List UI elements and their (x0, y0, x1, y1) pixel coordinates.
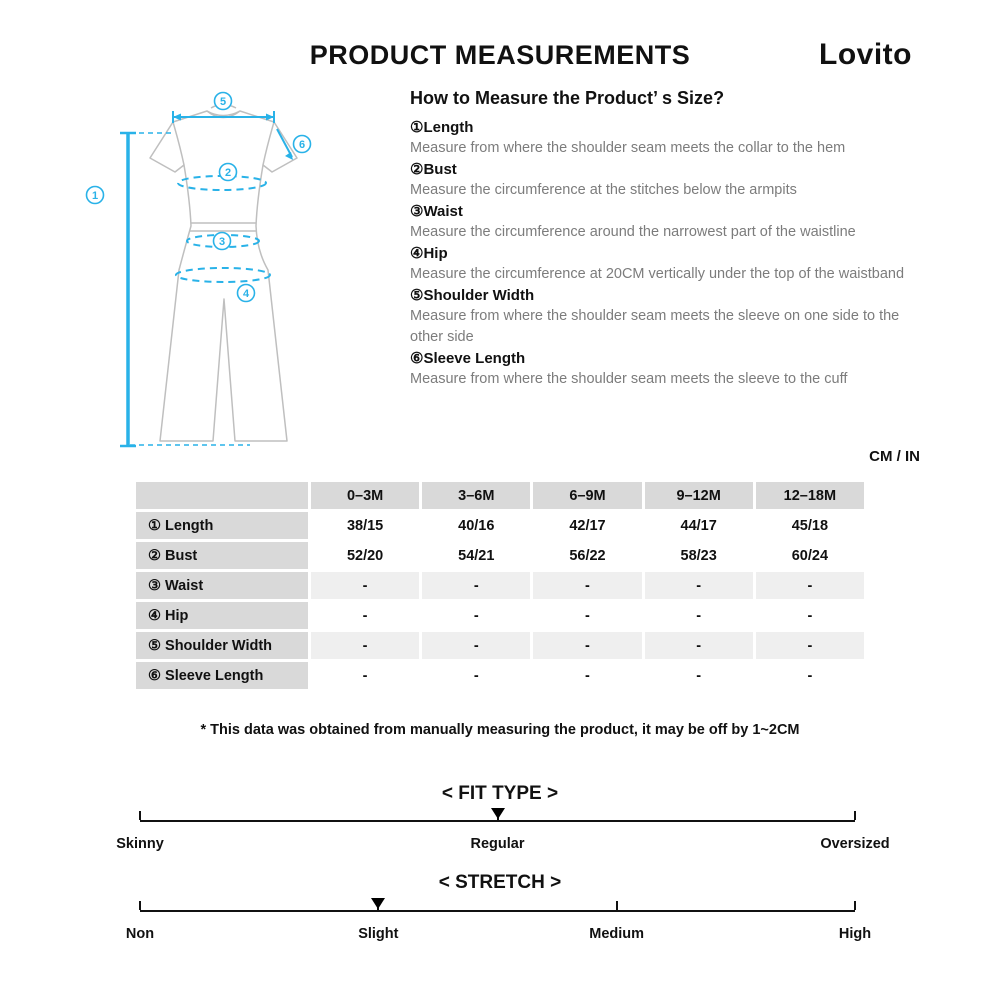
units-label: CM / IN (869, 448, 920, 465)
scale-tick (139, 811, 141, 820)
stretch-scale-labels (125, 926, 872, 946)
measurement-value: 44/17 (645, 512, 753, 539)
measurement-row-label: ① Length (136, 512, 308, 539)
scale-option-label: Medium (589, 926, 645, 942)
brand-logo: Lovito (819, 38, 912, 71)
scale-marker (491, 808, 505, 819)
measurement-row-label: ⑥ Sleeve Length (136, 662, 308, 689)
size-column-header: 12–18M (756, 482, 864, 509)
howto-item (410, 243, 918, 285)
measurement-value: 38/15 (311, 512, 419, 539)
fit-type-scale-labels (116, 836, 890, 856)
measurement-value: - (422, 662, 530, 689)
badge-1: 1 (91, 190, 99, 202)
measurement-value: - (311, 662, 419, 689)
fit-type-heading: < FIT TYPE > (441, 783, 559, 804)
scale-tick (616, 901, 618, 910)
measurement-value: - (311, 572, 419, 599)
measurement-value: 56/22 (533, 542, 641, 569)
fit-type-scale (116, 800, 890, 856)
measure-step-description: Measure the circumference at 20CM vertically under the top of the waistband (410, 266, 905, 282)
measure-step-description: Measure the circumference at the stitches below the armpits (410, 182, 797, 198)
scale-tick (139, 901, 141, 910)
measurement-row-label: ④ Hip (136, 602, 308, 629)
measurement-row-label: ⑤ Shoulder Width (136, 632, 308, 659)
badge-6: 6 (298, 139, 306, 151)
howto-section (410, 88, 918, 390)
measurement-value: 42/17 (533, 512, 641, 539)
measurement-value: - (533, 632, 641, 659)
measurement-value: - (756, 602, 864, 629)
size-table-row (136, 512, 864, 539)
size-table-head-row (136, 482, 864, 509)
badge-3: 3 (218, 236, 226, 248)
measure-step-description: Measure from where the shoulder seam meets the sleeve to the cuff (410, 371, 848, 387)
measurement-row-label: ③ Waist (136, 572, 308, 599)
measurement-value: 58/23 (645, 542, 753, 569)
measurement-value: - (756, 632, 864, 659)
measurement-value: - (311, 602, 419, 629)
scale-option-label: Skinny (116, 836, 164, 852)
howto-heading: How to Measure the Product’ s Size? (410, 88, 725, 108)
scale-option-label: Slight (358, 926, 399, 942)
measurement-value: - (533, 602, 641, 629)
howto-item (410, 285, 918, 348)
measurement-value: - (645, 662, 753, 689)
corner-cell (136, 482, 308, 509)
measurement-value: - (645, 572, 753, 599)
measurement-value: - (311, 632, 419, 659)
howto-list (410, 117, 918, 390)
size-column-header: 6–9M (533, 482, 641, 509)
stretch-scale-line (140, 890, 855, 912)
stretch-heading: < STRETCH > (438, 872, 562, 893)
measurement-row-label: ② Bust (136, 542, 308, 569)
measurement-value: - (756, 662, 864, 689)
measure-step-label: ⑤Shoulder Width (410, 287, 535, 304)
stretch-scale (125, 890, 872, 946)
measurement-value: 60/24 (756, 542, 864, 569)
measurement-value: - (645, 632, 753, 659)
badge-2: 2 (224, 167, 232, 179)
garment-outline (150, 105, 297, 442)
measure-step-description: Measure from where the shoulder seam meets the collar to the hem (410, 140, 846, 156)
size-table-row (136, 632, 864, 659)
page-title: PRODUCT MEASUREMENTS (309, 40, 691, 70)
scale-option-label: Oversized (820, 836, 890, 852)
measurement-value: 40/16 (422, 512, 530, 539)
size-table (133, 479, 867, 692)
howto-item (410, 201, 918, 243)
measure-step-description: Measure from where the shoulder seam meets the sleeve on one side to the other side (410, 308, 900, 345)
measurement-value: - (422, 572, 530, 599)
howto-item (410, 117, 918, 159)
measurement-value: - (645, 602, 753, 629)
size-table-row (136, 662, 864, 689)
badge-4: 4 (242, 288, 250, 300)
scale-marker (371, 898, 385, 909)
measure-step-label: ④Hip (410, 245, 448, 262)
measurement-value: - (422, 602, 530, 629)
garment-measurement-diagram (80, 86, 320, 464)
size-table-row (136, 572, 864, 599)
fit-type-scale-line (140, 800, 855, 822)
size-table-body (136, 512, 864, 689)
measurement-value: 54/21 (422, 542, 530, 569)
scale-option-label: High (838, 926, 872, 942)
size-column-header: 0–3M (311, 482, 419, 509)
howto-item (410, 159, 918, 201)
howto-item (410, 348, 918, 390)
scale-option-label: Non (125, 926, 155, 942)
measurement-value: - (533, 662, 641, 689)
measurement-value: - (533, 572, 641, 599)
scale-tick (854, 811, 856, 820)
measurement-value: 45/18 (756, 512, 864, 539)
measurement-value: 52/20 (311, 542, 419, 569)
footnote: * This data was obtained from manually measuring the product, it may be off by 1~2CM (200, 722, 800, 738)
scale-option-label: Regular (470, 836, 525, 852)
badge-5: 5 (219, 96, 227, 108)
scale-tick (854, 901, 856, 910)
measure-step-label: ①Length (410, 119, 474, 136)
measure-step-label: ⑥Sleeve Length (410, 350, 526, 367)
measurement-value: - (422, 632, 530, 659)
measure-step-label: ③Waist (410, 203, 463, 220)
size-column-header: 3–6M (422, 482, 530, 509)
size-table-row (136, 602, 864, 629)
measure-step-description: Measure the circumference around the narrowest part of the waistline (410, 224, 856, 240)
size-column-header: 9–12M (645, 482, 753, 509)
size-table-row (136, 542, 864, 569)
measurement-value: - (756, 572, 864, 599)
measure-step-label: ②Bust (410, 161, 457, 178)
